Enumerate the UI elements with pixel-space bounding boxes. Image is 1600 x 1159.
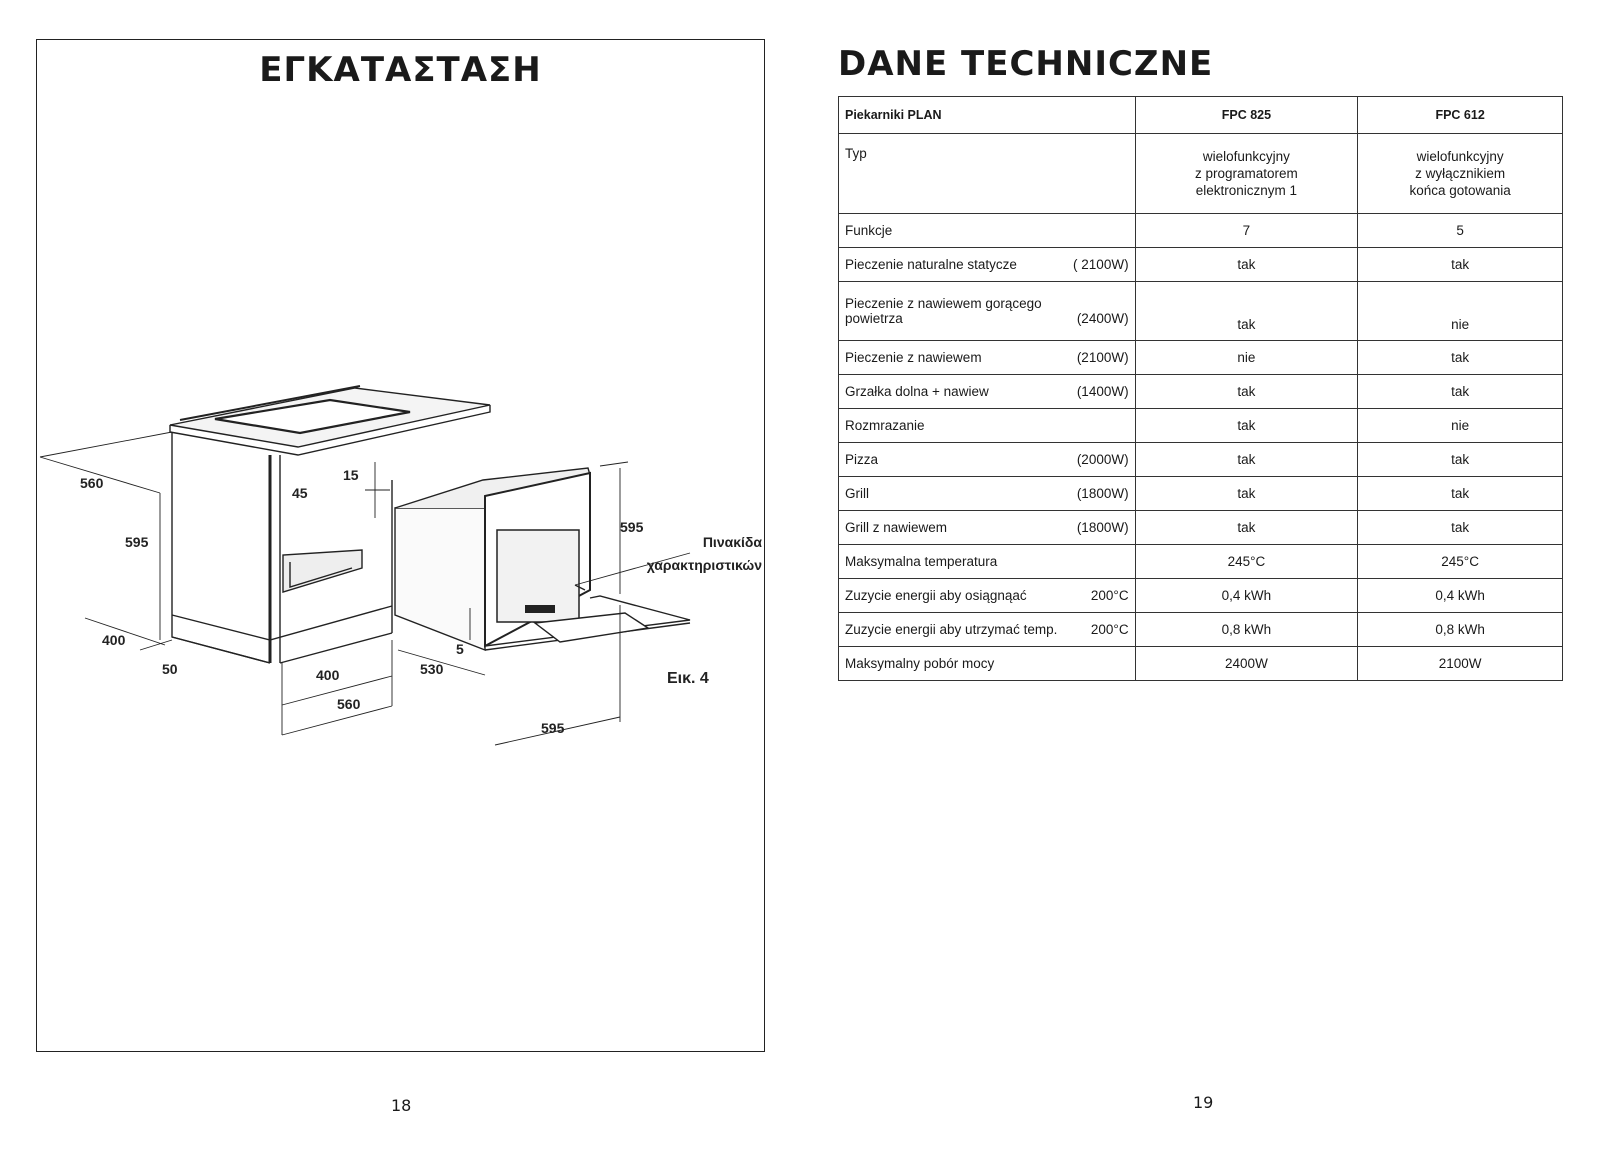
spec-table: [838, 96, 1563, 681]
dim-gap-15: 15: [343, 467, 359, 483]
row-label: Pieczenie naturalne statycze: [845, 257, 1017, 272]
technical-data-title: DANE TECHNICZNE: [838, 44, 1214, 84]
row-label: Rozmrazanie: [845, 418, 925, 433]
cell-b: tak: [1358, 477, 1563, 511]
cell-a: tak: [1135, 409, 1358, 443]
row-label: Zuzycie energii aby utrzymać temp.: [845, 622, 1058, 637]
cell-a: tak: [1135, 443, 1358, 477]
row-label: Pieczenie z nawiewem: [845, 350, 982, 365]
installation-diagram: [0, 0, 800, 760]
dim-oven-height-595: 595: [620, 519, 644, 535]
header-oven-model: Piekarniki PLAN: [839, 97, 1136, 134]
row-label: Funkcje: [845, 223, 893, 238]
dim-oven-width-595: 595: [541, 720, 565, 736]
table-row: Pizza (2000W) tak tak: [839, 443, 1563, 477]
table-row: [839, 409, 1563, 443]
cell-b: tak: [1358, 375, 1563, 409]
cell-a: 2400W: [1135, 647, 1358, 681]
row-label: Maksymalny pobór mocy: [845, 656, 995, 671]
row-label: Pieczenie z nawiewem gorącego powietrza: [845, 296, 1042, 326]
table-row: [839, 214, 1563, 248]
header-fpc825: FPC 825: [1135, 97, 1358, 134]
table-row: Grill (1800W) tak tak: [839, 477, 1563, 511]
row-label: Grill z nawiewem: [845, 520, 948, 535]
table-row: [839, 647, 1563, 681]
page-number-left: 18: [391, 1096, 412, 1115]
cell-a: tak: [1135, 248, 1358, 282]
cell-a: 7: [1135, 214, 1358, 248]
table-row: Grill z nawiewem (1800W) tak tak: [839, 511, 1563, 545]
table-row: [839, 134, 1563, 214]
cell-a: tak: [1135, 511, 1358, 545]
cell-b: 0,4 kWh: [1358, 579, 1563, 613]
cell-b: tak: [1358, 341, 1563, 375]
cell-a: tak: [1135, 282, 1358, 341]
cell-b: 5: [1358, 214, 1563, 248]
cell-b: nie: [1358, 282, 1563, 341]
page-number-right: 19: [1193, 1093, 1214, 1112]
cell-a: tak: [1135, 375, 1358, 409]
dim-cabinet-depth-top: 560: [80, 475, 104, 491]
cell-a: 0,4 kWh: [1135, 579, 1358, 613]
header-fpc612: FPC 612: [1358, 97, 1563, 134]
table-row: Pieczenie z nawiewem (2100W) nie tak: [839, 341, 1563, 375]
dim-oven-530: 530: [420, 661, 444, 677]
row-label: Maksymalna temperatura: [845, 554, 998, 569]
table-header-row: [839, 97, 1563, 134]
cell-b: 0,8 kWh: [1358, 613, 1563, 647]
table-row: Zuzycie energii aby osiągnąać 200°C 0,4 kWh 0,4 kWh: [839, 579, 1563, 613]
rating-plate-label-2: χαρακτηριστικών: [646, 557, 762, 573]
dim-gap-45: 45: [292, 485, 308, 501]
cell-b: tak: [1358, 443, 1563, 477]
cell-a: nie: [1135, 341, 1358, 375]
dim-inner-560: 560: [337, 696, 361, 712]
row-label: Grill: [845, 486, 869, 501]
table-row: Zuzycie energii aby utrzymać temp. 200°C 0,8 kWh 0,8 kWh: [839, 613, 1563, 647]
dim-depth-400-left: 400: [102, 632, 126, 648]
cell-a: tak: [1135, 477, 1358, 511]
cell-b: tak: [1358, 248, 1563, 282]
table-row: Grzałka dolna + nawiew (1400W) tak tak: [839, 375, 1563, 409]
cell-b: nie: [1358, 409, 1563, 443]
type-b: wielofunkcyjny z wyłącznikiem końca gotowania: [1358, 134, 1563, 214]
row-label: Grzałka dolna + nawiew: [845, 384, 989, 399]
type-a: wielofunkcyjny z programatorem elektronicznym 1: [1135, 134, 1358, 214]
dim-plinth-50: 50: [162, 661, 178, 677]
row-label: Pizza: [845, 452, 879, 467]
rating-plate-label-1: Πινακίδα: [702, 534, 762, 550]
dim-cabinet-height: 595: [125, 534, 149, 550]
dim-inner-400: 400: [316, 667, 340, 683]
figure-caption: Εικ. 4: [667, 670, 709, 687]
cell-b: 245°C: [1358, 545, 1563, 579]
row-label: Typ: [839, 134, 1136, 214]
installation-title: ΕΓΚΑΤΑΣΤΑΣΗ: [259, 50, 542, 90]
cell-a: 245°C: [1135, 545, 1358, 579]
dim-oven-5: 5: [456, 641, 464, 657]
table-row: Pieczenie naturalne statycze ( 2100W) tak tak: [839, 248, 1563, 282]
table-row: [839, 545, 1563, 579]
row-label: Zuzycie energii aby osiągnąać: [845, 588, 1027, 603]
cell-b: tak: [1358, 511, 1563, 545]
cell-b: 2100W: [1358, 647, 1563, 681]
table-row: Pieczenie z nawiewem gorącego powietrza (2400W) tak nie: [839, 282, 1563, 341]
cell-a: 0,8 kWh: [1135, 613, 1358, 647]
